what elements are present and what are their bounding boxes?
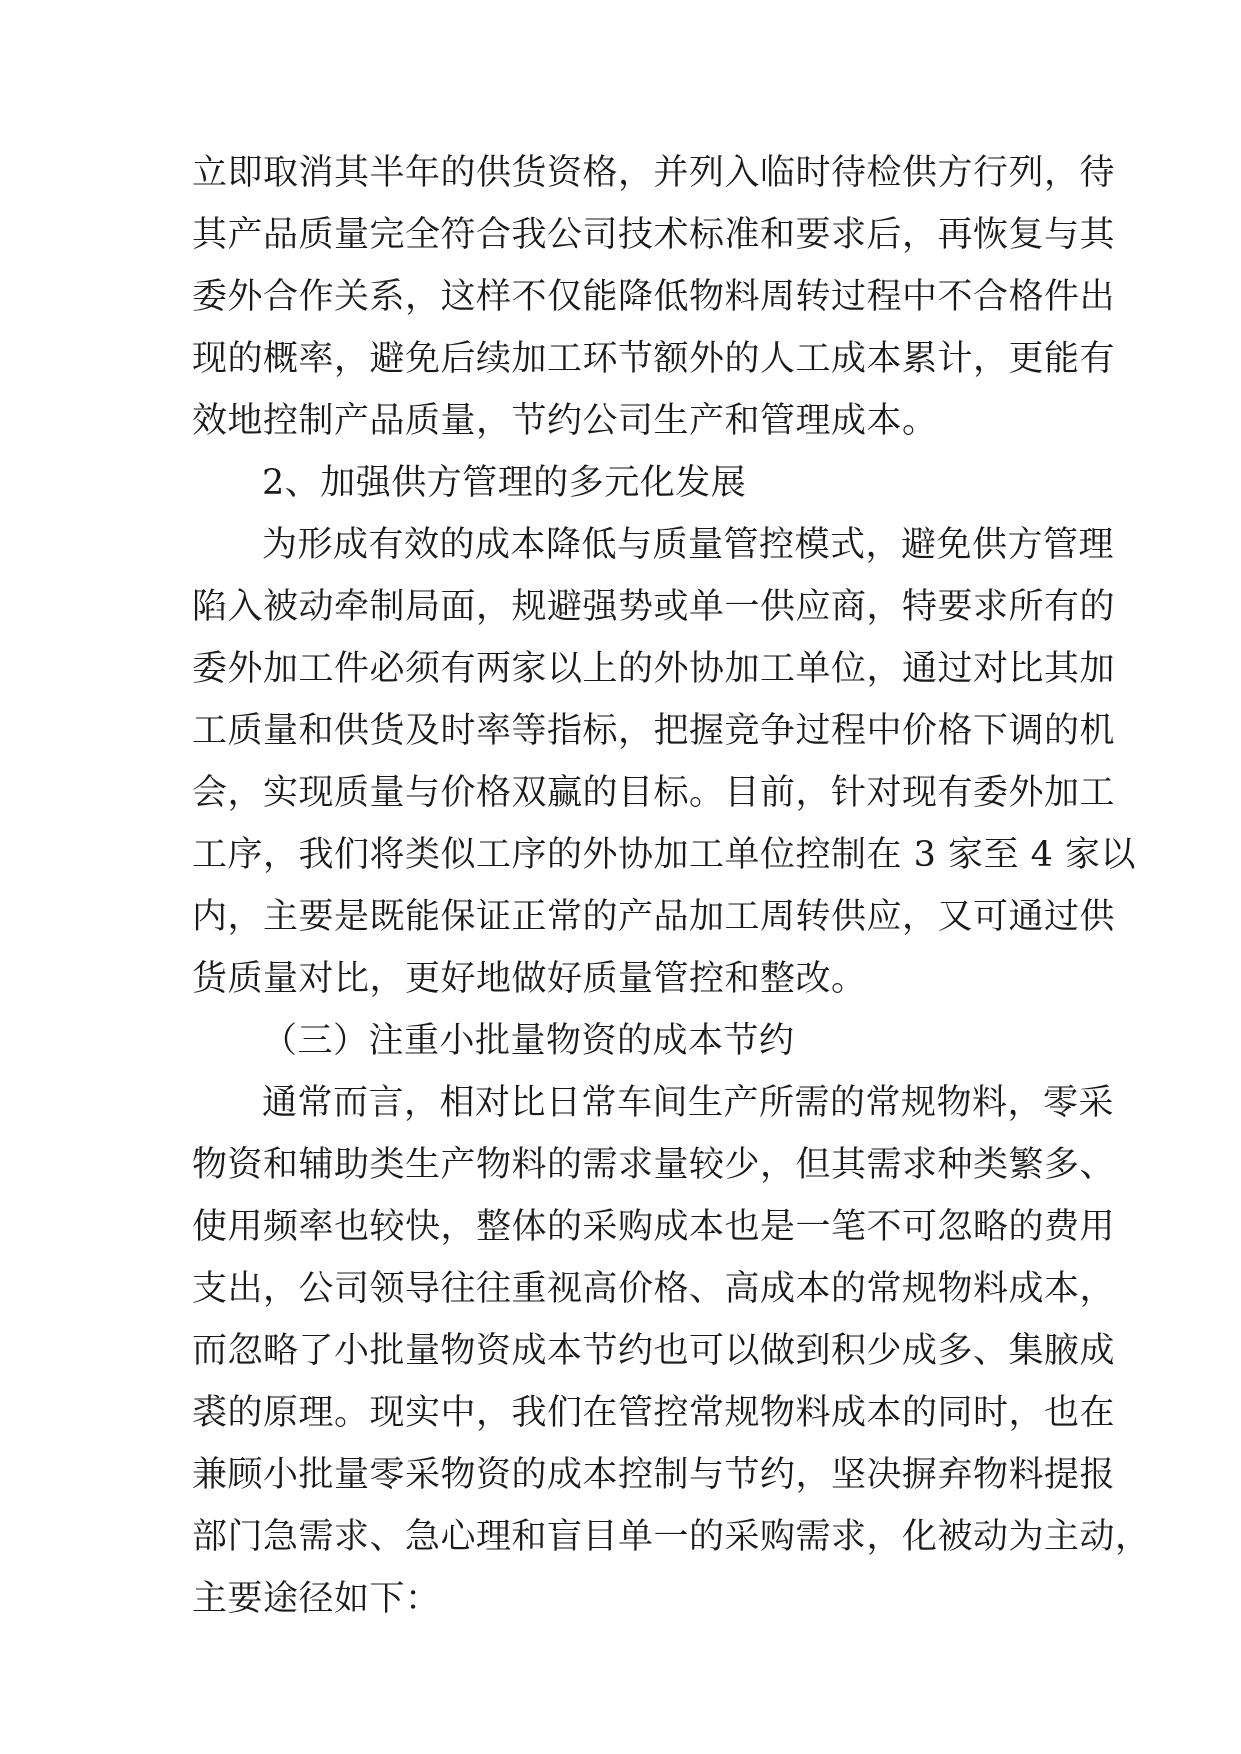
paragraph-3-line-6: 裘的原理。现实中，我们在管控常规物料成本的同时，也在 — [192, 1393, 1116, 1433]
paragraph-3-line-9: 主要途径如下： — [192, 1579, 441, 1619]
paragraph-2-line-6: 工序，我们将类似工序的外协加工单位控制在 3 家至 4 家以 — [192, 835, 1137, 875]
subheading-2: 2、加强供方管理的多元化发展 — [262, 463, 747, 503]
paragraph-3-line-1: 通常而言，相对比日常车间生产所需的常规物料，零采 — [262, 1083, 1115, 1123]
paragraph-1-line-1: 立即取消其半年的供货资格，并列入临时待检供方行列，待 — [192, 153, 1116, 193]
section-3-heading: （三）注重小批量物资的成本节约 — [262, 1021, 795, 1061]
paragraph-1-line-3: 委外合作关系，这样不仅能降低物料周转过程中不合格件出 — [192, 277, 1116, 317]
paragraph-3-line-8: 部门急需求、急心理和盲目单一的采购需求，化被动为主动， — [192, 1517, 1151, 1557]
paragraph-2-line-3: 委外加工件必须有两家以上的外协加工单位，通过对比其加 — [192, 649, 1116, 689]
paragraph-2-line-1: 为形成有效的成本降低与质量管控模式，避免供方管理 — [262, 525, 1115, 565]
paragraph-1-line-5: 效地控制产品质量，节约公司生产和管理成本。 — [192, 401, 938, 441]
paragraph-3-line-5: 而忽略了小批量物资成本节约也可以做到积少成多、集腋成 — [192, 1331, 1116, 1371]
paragraph-1-line-2: 其产品质量完全符合我公司技术标准和要求后，再恢复与其 — [192, 215, 1116, 255]
paragraph-2-line-4: 工质量和供货及时率等指标，把握竞争过程中价格下调的机 — [192, 711, 1116, 751]
paragraph-2-line-5: 会，实现质量与价格双赢的目标。目前，针对现有委外加工 — [192, 773, 1116, 813]
paragraph-1-line-4: 现的概率，避免后续加工环节额外的人工成本累计，更能有 — [192, 339, 1116, 379]
paragraph-3-line-7: 兼顾小批量零采物资的成本控制与节约，坚决摒弃物料提报 — [192, 1455, 1116, 1495]
paragraph-2-line-7: 内，主要是既能保证正常的产品加工周转供应，又可通过供 — [192, 897, 1116, 937]
paragraph-2-line-8: 货质量对比，更好地做好质量管控和整改。 — [192, 959, 867, 999]
paragraph-3-line-3: 使用频率也较快，整体的采购成本也是一笔不可忽略的费用 — [192, 1207, 1116, 1247]
paragraph-3-line-2: 物资和辅助类生产物料的需求量较少，但其需求种类繁多、 — [192, 1145, 1116, 1185]
paragraph-2-line-2: 陷入被动牵制局面，规避强势或单一供应商，特要求所有的 — [192, 587, 1116, 627]
paragraph-3-line-4: 支出，公司领导往往重视高价格、高成本的常规物料成本， — [192, 1269, 1116, 1309]
